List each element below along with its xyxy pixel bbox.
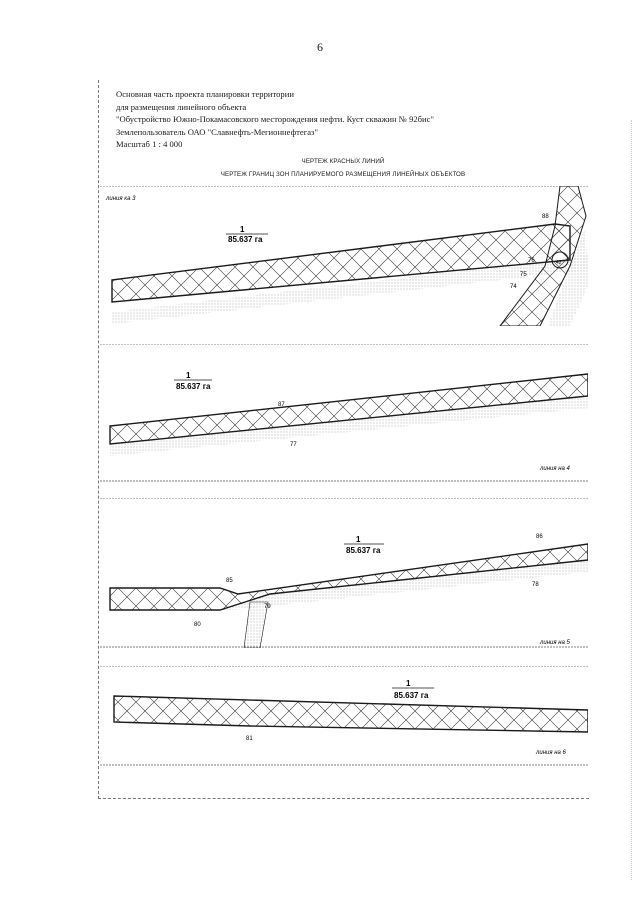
- point-label: 76: [528, 258, 535, 264]
- parcel-number: 1: [240, 225, 245, 234]
- scale-line: Масштаб 1 : 4 000: [116, 139, 183, 149]
- caption-zones: ЧЕРТЕЖ ГРАНИЦ ЗОН ПЛАНИРУЕМОГО РАЗМЕЩЕНИЯ ЛИНЕЙНЫХ ОБЪЕКТОВ: [220, 171, 466, 178]
- point-label: 88: [542, 214, 549, 220]
- parcel-area: 85.637 га: [394, 691, 429, 700]
- point-label: 86: [536, 534, 543, 540]
- point-label: 81: [246, 736, 253, 742]
- title-line-1: Основная часть проекта планировки территории: [116, 89, 294, 99]
- title-line-2: для размещения линейного объекта: [116, 101, 247, 112]
- parcel-area: 85.637 га: [346, 546, 381, 555]
- parcel-number: 1: [186, 371, 191, 380]
- match-line-label: линия на 5: [540, 640, 570, 646]
- drawing-title-block: [116, 88, 434, 151]
- parcel-area: 85.637 га: [228, 235, 263, 244]
- map-sheet-2: [100, 344, 588, 482]
- point-label: 78: [532, 582, 539, 588]
- title-line-3: "Обустройство Южно-Покамасовского месторождения нефти. Куст скважин № 92бис": [116, 114, 434, 124]
- match-line-label: линия на 4: [540, 466, 570, 472]
- point-label: 80: [194, 622, 201, 628]
- point-label: 77: [290, 442, 297, 448]
- caption-red-lines: ЧЕРТЕЖ КРАСНЫХ ЛИНИЙ: [301, 158, 385, 165]
- map-sheet-3: [100, 498, 588, 648]
- point-label: 74: [510, 284, 517, 290]
- parcel-area: 85.637 га: [176, 382, 211, 391]
- page-number: 6: [317, 40, 323, 54]
- match-line-label: линия на 6: [536, 750, 566, 756]
- match-line-label: линия ка 3: [106, 196, 136, 202]
- point-label: 75: [520, 272, 527, 278]
- scan-margin: [631, 120, 636, 880]
- land-user-line: Землепользователь ОАО "Славнефть-Мегионнефтегаз": [116, 126, 318, 137]
- point-label: 42: [556, 260, 562, 266]
- point-label: 79: [264, 604, 271, 610]
- point-label: 87: [278, 402, 285, 408]
- parcel-number: 1: [356, 535, 361, 544]
- parcel-number: 1: [406, 679, 411, 688]
- corridor-hatched-zone: [114, 696, 588, 732]
- point-label: 85: [226, 578, 233, 584]
- map-sheet-1: [100, 186, 588, 326]
- map-sheet-4: [100, 666, 588, 766]
